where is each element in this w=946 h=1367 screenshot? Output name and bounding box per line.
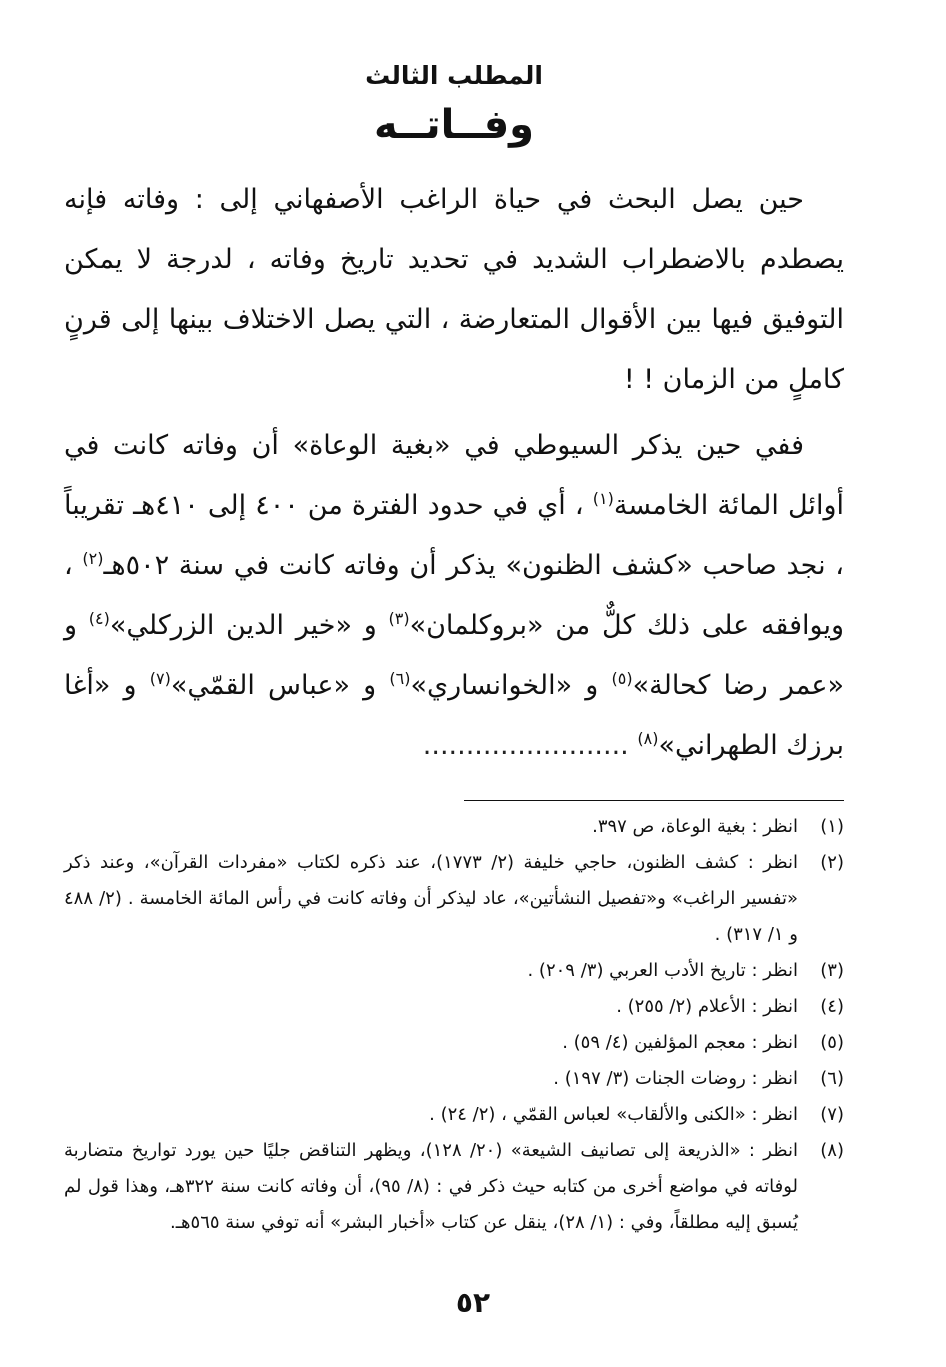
footnote-ref[interactable]: (٢) bbox=[82, 549, 104, 568]
footnote-ref[interactable]: (١) bbox=[592, 489, 614, 508]
continuation-dots: ........................ bbox=[422, 730, 629, 761]
footnote-ref[interactable]: (٨) bbox=[637, 729, 659, 748]
footnote-ref[interactable]: (٧) bbox=[149, 669, 171, 688]
footnote-text: انظر : «الذريعة إلى تصانيف الشيعة» (٢٠/ ١٢٨)، ويظهر التناقض جليًا حين يورد تواريخ متضاربة لوفاته في مواضع أخرى من كتابه حيث ذكر في : (٨/ ٩٥)، أن وفاته كانت سنة ٣٢٢هـ، وهذا قول لم يُسبق إليه مطلقاً، وفي : (١/ ٢٨)، ينقل عن كتاب «أخبار البشر» أنه توفي سنة ٥٦٥هـ. bbox=[64, 1140, 798, 1233]
book-page bbox=[64, 56, 844, 1241]
page-number: ٥٢ bbox=[455, 1286, 491, 1319]
paragraph-text: ، أي في حدود الفترة من ٤٠٠ إلى ٤١٠هـ تقريباً ، نجد صاحب «كشف الظنون» يذكر أن وفاته كانت في سنة ٥٠٢هـ bbox=[64, 490, 844, 581]
footnote-ref[interactable]: (٥) bbox=[611, 669, 633, 688]
footnote-ref[interactable]: (٦) bbox=[389, 669, 411, 688]
paragraph-text: حين يصل البحث في حياة الراغب الأصفهاني إلى : وفاته فإنه يصطدم بالاضطراب الشديد في تحديد تاريخ وفاته ، لدرجة لا يمكن التوفيق فيها بين الأقوال المتعارضة ، التي يصل الاختلاف بينها إلى قرنٍ كاملٍ من الزمان ! ! bbox=[64, 184, 844, 395]
footnote-text: انظر : الأعلام (٢/ ٢٥٥) . bbox=[616, 996, 798, 1017]
footnote-number: (٧) bbox=[820, 1104, 844, 1125]
section-title: وفــاتــه bbox=[373, 102, 535, 148]
section-label: المطلب الثالث bbox=[365, 61, 543, 90]
footnote-number: (٥) bbox=[820, 1032, 844, 1053]
paragraph-text: و «عباس القمّي» bbox=[170, 670, 390, 701]
footnote bbox=[64, 845, 844, 953]
paragraph-text: ففي حين يذكر السيوطي في «بغية الوعاة» أن وفاته كانت في أوائل المائة الخامسة bbox=[64, 430, 844, 521]
footnote-separator bbox=[464, 800, 844, 801]
footnote-text: انظر : كشف الظنون، حاجي خليفة (٢/ ١٧٧٣)، عند ذكره لكتاب «مفردات القرآن»، وعند ذكر «تفسير الراغب» و«تفصيل النشأتين»، عاد ليذكر أن وفاته كانت في رأس المائة الخامسة . (٢/ ٤٨٨ و ١/ ٣١٧) . bbox=[64, 852, 798, 945]
footnote bbox=[64, 989, 844, 1025]
body-paragraph bbox=[64, 416, 844, 776]
footnote-ref[interactable]: (٣) bbox=[388, 609, 410, 628]
footnote-text: انظر : معجم المؤلفين (٤/ ٥٩) . bbox=[562, 1032, 798, 1053]
footnote bbox=[64, 1061, 844, 1097]
paragraph-text: و «عمر رضا كحالة» bbox=[64, 610, 844, 701]
body-text bbox=[64, 170, 844, 776]
footnote bbox=[64, 1025, 844, 1061]
footnote-text: انظر : تاريخ الأدب العربي (٣/ ٢٠٩) . bbox=[527, 960, 798, 981]
footnote-text: انظر : بغية الوعاة، ص ٣٩٧. bbox=[592, 816, 798, 837]
footnote bbox=[64, 809, 844, 845]
footnote bbox=[64, 1097, 844, 1133]
paragraph-text: و «أغا برزك الطهراني» bbox=[64, 670, 844, 761]
footnote-number: (٦) bbox=[820, 1068, 844, 1089]
footnote-number: (٢) bbox=[820, 852, 844, 873]
paragraph-text: و «الخوانساري» bbox=[410, 670, 612, 701]
footnote-number: (٨) bbox=[820, 1140, 844, 1161]
paragraph-text: ، ويوافقه على ذلك كلٌّ من «بروكلمان» bbox=[64, 550, 845, 641]
footnote bbox=[64, 953, 844, 989]
footnotes-list bbox=[64, 809, 844, 1241]
paragraph-text: و «خير الدين الزركلي» bbox=[109, 610, 389, 641]
body-paragraph bbox=[64, 170, 844, 410]
footnote-number: (٤) bbox=[820, 996, 844, 1017]
footnote bbox=[64, 1133, 844, 1241]
footnote-text: انظر : «الكنى والألقاب» لعباس القمّي ، (٢/ ٢٤) . bbox=[429, 1104, 798, 1125]
footnote-ref[interactable]: (٤) bbox=[88, 609, 110, 628]
footnote-number: (٣) bbox=[820, 960, 844, 981]
footnote-number: (١) bbox=[820, 816, 844, 837]
footnote-text: انظر : روضات الجنات (٣/ ١٩٧) . bbox=[553, 1068, 798, 1089]
